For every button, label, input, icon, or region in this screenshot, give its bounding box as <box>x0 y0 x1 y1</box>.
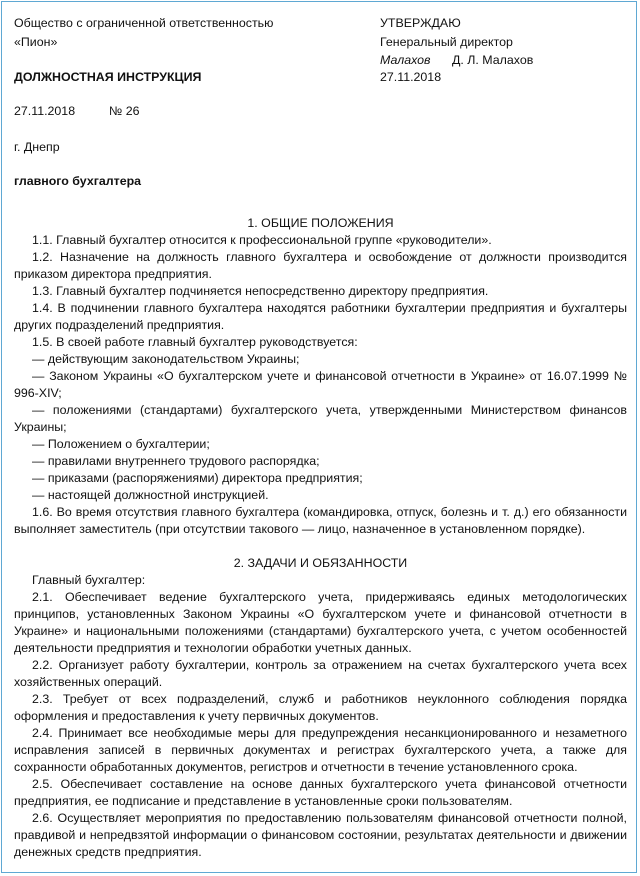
document-type: ДОЛЖНОСТНАЯ ИНСТРУКЦИЯ <box>14 70 202 84</box>
paragraph-1-2: 1.2. Назначение на должность главного бухгалтера и освобождение от должности производится приказом директора предприятия. <box>14 250 627 281</box>
list-item: — приказами (распоряжениями) директора предприятия; <box>32 471 363 485</box>
organization-name-line2: «Пион» <box>14 35 58 49</box>
list-item: — правилами внутреннего трудового распорядка; <box>32 454 320 468</box>
section-1-title: 1. ОБЩИЕ ПОЛОЖЕНИЯ <box>247 216 394 230</box>
organization-name-line1: Общество с ограниченной ответственностью <box>14 16 274 30</box>
list-item: — действующим законодательством Украины; <box>32 352 300 366</box>
paragraph-2-2: 2.2. Организует работу бухгалтерии, контроль за отражением на счетах бухгалтерского учета всех хозяйственных операций. <box>14 658 627 689</box>
list-item: — Положением о бухгалтерии; <box>32 437 210 451</box>
approval-name: Д. Л. Малахов <box>452 53 534 67</box>
section-spacer <box>14 538 627 555</box>
paragraph-1-5: 1.5. В своей работе главный бухгалтер руководствуется: <box>32 335 358 349</box>
paragraph-2-5: 2.5. Обеспечивает составление на основе данных бухгалтерского учета финансовой отчетности предприятия, ее подписание и представление в установленные сроки пользователям. <box>14 777 627 808</box>
approval-date: 27.11.2018 <box>380 70 442 84</box>
section-2-title: 2. ЗАДАЧИ И ОБЯЗАННОСТИ <box>233 556 408 570</box>
paragraph-2-3: 2.3. Требует от всех подразделений, служб и работников неуклонного соблюдения порядка оформления и предоставления к учету первичных документов. <box>14 692 627 723</box>
document-number: № 26 <box>109 104 140 118</box>
document-date: 27.11.2018 <box>14 104 76 118</box>
paragraph-2-4: 2.4. Принимает все необходимые меры для предупреждения несанкционированного и незаметного исправления записей в первичных документах и регистрах бухгалтерского учета, а также для сохранности обработанных документов, регистров и отчетности в течение установленного срока. <box>14 726 627 774</box>
document-city: г. Днепр <box>14 140 60 154</box>
paragraph-1-6: 1.6. Во время отсутствия главного бухгалтера (командировка, отпуск, болезнь и т. д.) его обязанности выполняет заместитель (при отсутствии такового — лицо, назначенное в установленном порядке). <box>14 505 627 536</box>
paragraph-2-1: 2.1. Обеспечивает ведение бухгалтерского учета, придерживаясь единых методологических принципов, установленных Законом Украины «О бухгалтерском учете и финансовой отчетности в Украине» и национальными положениями (стандартами) бухгалтерского учета, с учетом особенностей деятельности предприятия и технологии обработки учетных данных. <box>14 590 627 655</box>
section-2-intro: Главный бухгалтер: <box>32 573 146 587</box>
paragraph-2-6: 2.6. Осуществляет мероприятия по предоставлению пользователям финансовой отчетности полной, правдивой и непредвзятой информации о финансовом состоянии, результатах деятельности и движении денежных средств предприятия. <box>14 811 627 859</box>
approval-stamp: УТВЕРЖДАЮ <box>380 16 461 30</box>
list-item: — настоящей должностной инструкцией. <box>32 488 269 502</box>
paragraph-1-1: 1.1. Главный бухгалтер относится к профессиональной группе «руководители». <box>32 233 492 247</box>
paragraph-1-3: 1.3. Главный бухгалтер подчиняется непосредственно директору предприятия. <box>32 284 489 298</box>
document-page <box>1 1 637 873</box>
document-body <box>14 215 627 861</box>
paragraph-1-4: 1.4. В подчинении главного бухгалтера находятся работники бухгалтерии предприятия и бухгалтеры других подразделений предприятия. <box>14 301 627 332</box>
approval-title: Генеральный директор <box>380 35 513 49</box>
list-item: — Законом Украины «О бухгалтерском учете и финансовой отчетности в Украине» от 16.07.1999 № 996-XIV; <box>14 369 627 400</box>
list-item: — положениями (стандартами) бухгалтерского учета, утвержденными Министерством финансов Украины; <box>14 403 627 434</box>
position-title: главного бухгалтера <box>14 174 142 188</box>
approval-signature: Малахов <box>380 53 431 67</box>
